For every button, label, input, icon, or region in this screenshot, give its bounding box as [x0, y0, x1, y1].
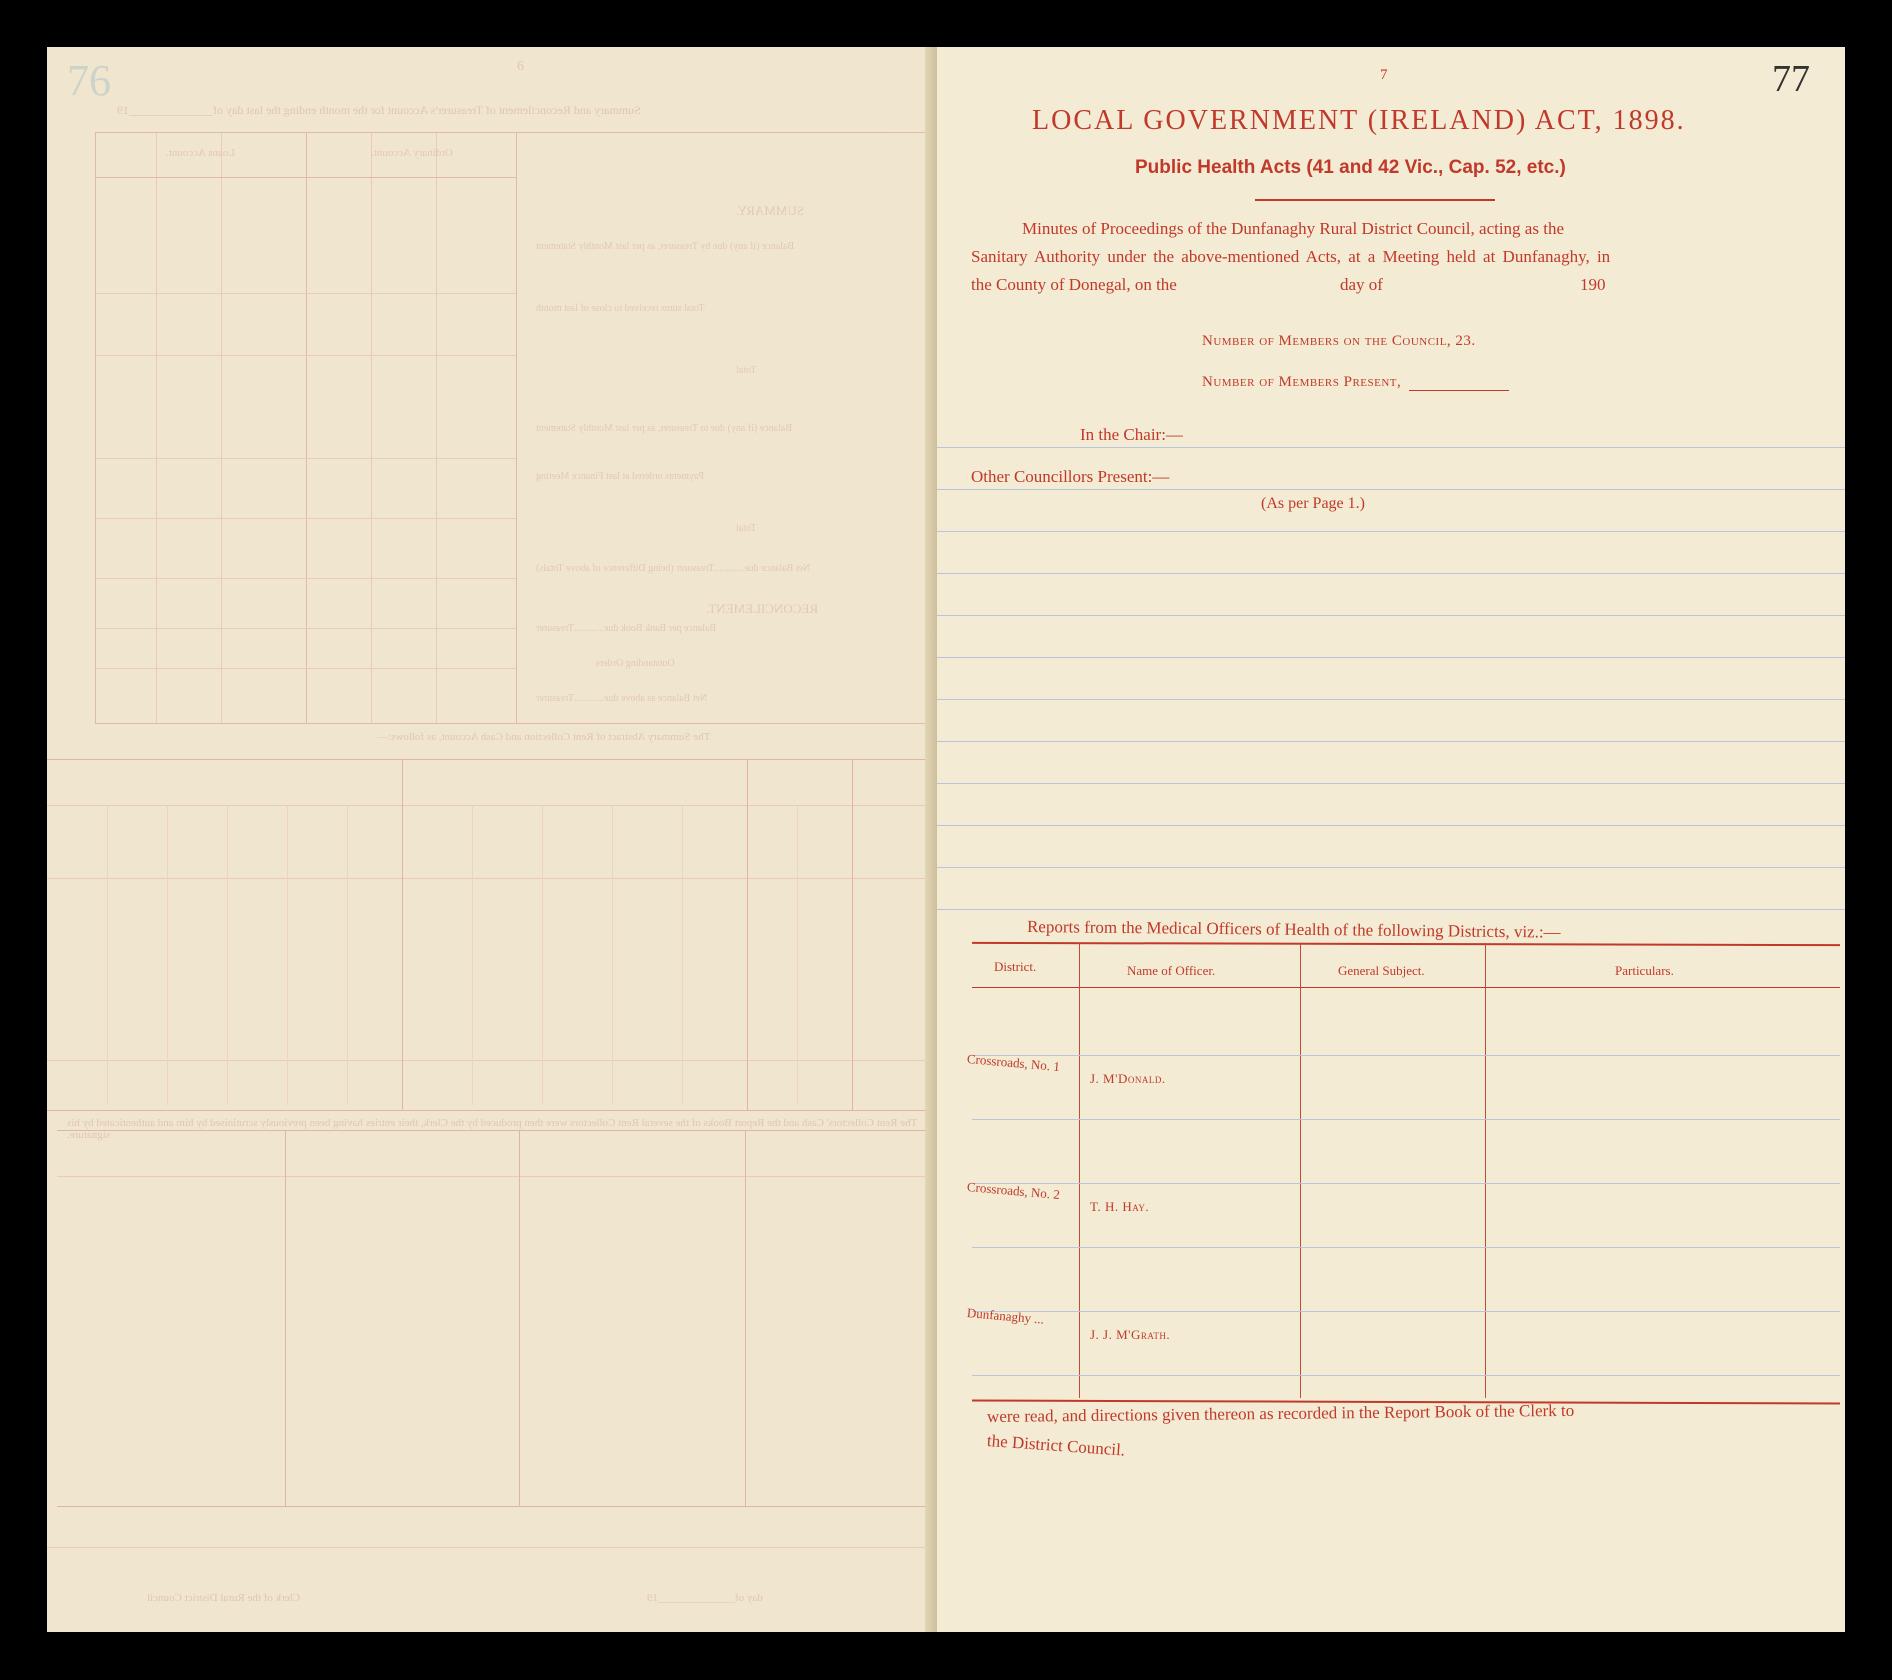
other-councillors: Other Councillors Present:— [971, 467, 1170, 486]
members-on-council: Number of Members on the Council, 23. [1202, 333, 1476, 349]
left-page-number: 6 [517, 59, 524, 74]
minutes-line-1: Minutes of Proceedings of the Dunfanaghy Rural District Council, acting as the [1022, 219, 1564, 238]
reports-heading: Reports from the Medical Officers of Health of the following Districts, viz.:— [1026, 917, 1561, 942]
in-the-chair: In the Chair:— [1080, 425, 1183, 444]
th-subject: General Subject. [1338, 963, 1425, 978]
left-header-line: Summary and Reconcilement of Treasurer's Account for the month ending the last day of______________19 [117, 103, 641, 117]
col-loans-account: Loans Account. [166, 147, 236, 159]
summary-row: Balance per Bank Book due............Treasurer [536, 623, 717, 634]
th-district: District. [994, 959, 1037, 974]
as-per-page: (As per Page 1.) [1261, 495, 1365, 512]
page-number: 7 [1380, 67, 1388, 83]
middle-line: The Summary Abstract of Rent Collection and Cash Account, as follows:— [377, 731, 711, 743]
footer-clerk: Clerk of the Rural District Council [147, 1592, 301, 1604]
stamp-number: 76 [67, 56, 111, 105]
col-ordinary-account: Ordinary Account. [371, 147, 453, 159]
minutes-line-3-b: day of [1340, 275, 1383, 294]
summary-row: Balance (if any) due by Treasurer, as per last Monthly Statement [536, 241, 795, 252]
left-page [47, 47, 937, 1632]
summary-table [95, 132, 933, 724]
row-district: Crossroads, No. 2 [966, 1179, 1061, 1203]
th-particulars: Particulars. [1615, 963, 1674, 978]
members-present: Number of Members Present, [1202, 374, 1402, 390]
summary-row: Total [736, 523, 757, 534]
minutes-line-3-a: the County of Donegal, on the [971, 275, 1177, 294]
members-present-blank [1409, 390, 1509, 391]
row-officer: J. J. M'Grath. [1090, 1327, 1171, 1342]
summary-row: Payments ordered at last Finance Meeting [536, 471, 705, 482]
reconcilement-heading: RECONCILEMENT. [706, 601, 819, 616]
row-officer: J. M'Donald. [1090, 1071, 1166, 1086]
orders-table [57, 1130, 937, 1507]
summary-row: Outstanding Orders [596, 658, 675, 669]
summary-row: Net Balance as above due............Treasurer [536, 693, 708, 704]
summary-row: Balance (if any) due to Treasurer, as per last Monthly Statement [536, 423, 792, 434]
minutes-line-3-c: 190 [1580, 275, 1606, 294]
closing-line-1: were read, and directions given thereon as recorded in the Report Book of the Clerk to [986, 1400, 1575, 1426]
th-officer: Name of Officer. [1127, 963, 1216, 978]
bottom-text: The Rent Collectors' Cash and the Report Books of the several Rent Collectors were then produced by the Clerk, their entries having been previously scrutinised by him and authenticated by his signature. [67, 1117, 918, 1141]
reports-table [966, 943, 1840, 1403]
footer-date: day of______________19 [647, 1592, 763, 1604]
act-subtitle: Public Health Acts (41 and 42 Vic., Cap. 52, etc.) [1135, 157, 1566, 178]
row-district: Dunfanaghy ... [966, 1305, 1045, 1327]
rent-collection-table [47, 759, 937, 1111]
summary-row: Total [736, 365, 757, 376]
act-title: LOCAL GOVERNMENT (IRELAND) ACT, 1898. [1032, 105, 1686, 136]
folio-number: 77 [1772, 58, 1810, 100]
right-page [937, 47, 1845, 1632]
summary-row: Net Balance due............Treasurer (being Difference of above Totals) [536, 563, 811, 574]
row-district: Crossroads, No. 1 [966, 1051, 1061, 1075]
closing-line-2: the District Council. [986, 1431, 1126, 1460]
row-officer: T. H. Hay. [1090, 1199, 1150, 1214]
summary-heading: SUMMARY. [736, 203, 805, 218]
title-underline [1255, 199, 1495, 201]
minutes-line-2: Sanitary Authority under the above-mentioned Acts, at a Meeting held at Dunfanaghy, in [971, 247, 1611, 266]
summary-row: Total sums received to close of last month [536, 303, 705, 314]
